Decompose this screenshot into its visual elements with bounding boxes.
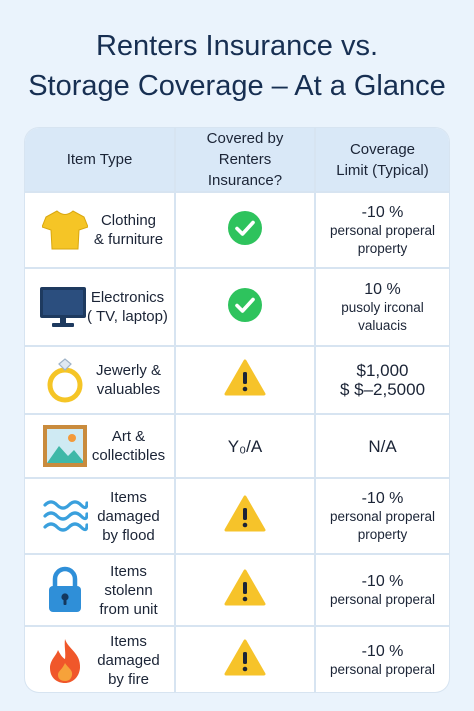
item-cell: [25, 414, 175, 478]
tshirt-icon: [41, 206, 89, 254]
header-covered: [175, 128, 315, 192]
warning-icon: [224, 520, 266, 537]
item-cell: [25, 192, 175, 268]
table-row: [25, 268, 449, 346]
limit-value: 10 %: [364, 280, 401, 298]
item-cell: [25, 268, 175, 346]
item-label-line: Items: [110, 562, 147, 580]
comparison-table: [25, 128, 449, 692]
limit-value: -10 %: [361, 203, 404, 221]
title-line-1: Renters Insurance vs.: [95, 30, 379, 62]
item-label: [89, 427, 168, 465]
table-row: [25, 192, 449, 268]
item-label: [89, 211, 168, 249]
covered-cell: [175, 478, 315, 554]
item-label: [89, 488, 168, 545]
covered-cell: [175, 268, 315, 346]
covered-cell: [175, 346, 315, 414]
item-label-line: damaged: [97, 652, 160, 669]
limit-cell: [315, 554, 449, 626]
item-cell: [25, 554, 175, 626]
limit-cell: [315, 268, 449, 346]
item-label-line: Clothing: [100, 212, 157, 229]
item-label: [89, 562, 168, 619]
item-cell: [25, 346, 175, 414]
item-label-line: by flood: [102, 526, 155, 544]
header-limit-line-1: Coverage: [349, 140, 416, 158]
limit-note: pusoly irconal: [341, 299, 424, 315]
check-icon: [227, 233, 263, 250]
item-label: [89, 632, 168, 689]
item-label: [87, 288, 168, 326]
header-coverage-limit: [315, 128, 449, 192]
header-covered-line-1: Covered by: [206, 130, 284, 147]
table-row: [25, 478, 449, 554]
padlock-icon: [41, 566, 89, 614]
page-title: [0, 26, 474, 106]
limit-note: personal properal: [329, 222, 436, 238]
limit-note: property: [357, 240, 408, 256]
comparison-table-card: [25, 128, 449, 692]
header-limit-line-2: Limit (Typical): [336, 161, 429, 179]
limit-cell: [315, 346, 449, 414]
covered-cell: [175, 554, 315, 626]
item-label-line: valuables: [96, 381, 161, 398]
item-label-line: damaged: [97, 507, 160, 525]
item-label-line: Jewerly &: [95, 362, 162, 379]
item-label-line: by fire: [108, 671, 149, 688]
covered-cell: [175, 192, 315, 268]
title-line-2: Storage Coverage – At a Glance: [28, 70, 446, 102]
item-cell: [25, 626, 175, 692]
warning-icon: [224, 664, 266, 681]
ring-icon: [41, 356, 89, 404]
limit-cell: [315, 192, 449, 268]
covered-cell: Y₀/A: [175, 414, 315, 478]
picture-icon: [41, 422, 89, 470]
limit-note: valuacis: [358, 317, 407, 333]
table-row: [25, 346, 449, 414]
limit-note: personal properal: [329, 591, 436, 607]
item-label-line: Art &: [111, 428, 146, 445]
item-label-line: & furniture: [93, 231, 164, 248]
item-label-line: Items: [110, 488, 147, 506]
item-label-line: Electronics: [90, 289, 165, 306]
limit-cell: N/A: [315, 414, 449, 478]
limit-cell: [315, 478, 449, 554]
item-label: [89, 361, 168, 399]
table-row: [25, 554, 449, 626]
item-label-line: Items: [110, 633, 147, 650]
table-row: [25, 626, 449, 692]
item-label-line: collectibles: [91, 447, 166, 464]
item-label-line: from unit: [99, 600, 158, 618]
item-label-line: stolenn: [104, 581, 153, 599]
limit-note: personal properal: [329, 508, 436, 524]
waves-icon: [41, 492, 89, 540]
limit-value: -10 %: [361, 643, 404, 660]
item-cell: [25, 478, 175, 554]
limit-value: -10 %: [361, 489, 404, 507]
monitor-icon: [39, 283, 87, 331]
header-covered-line-2: Renters Insurance?: [207, 151, 283, 189]
covered-cell: [175, 626, 315, 692]
limit-value: $1,000: [356, 361, 409, 380]
warning-icon: [224, 594, 266, 611]
warning-icon: [224, 384, 266, 401]
item-label-line: ( TV, laptop): [87, 308, 168, 325]
limit-note: personal properal: [329, 662, 436, 677]
limit-note: property: [357, 526, 408, 542]
check-icon: [227, 310, 263, 327]
limit-value: $ $–2,5000: [339, 380, 426, 399]
flame-icon: [41, 637, 89, 685]
table-header-row: [25, 128, 449, 192]
limit-value: -10 %: [361, 572, 404, 590]
header-item-type: Item Type: [25, 128, 175, 192]
limit-cell: [315, 626, 449, 692]
table-row: [25, 414, 449, 478]
